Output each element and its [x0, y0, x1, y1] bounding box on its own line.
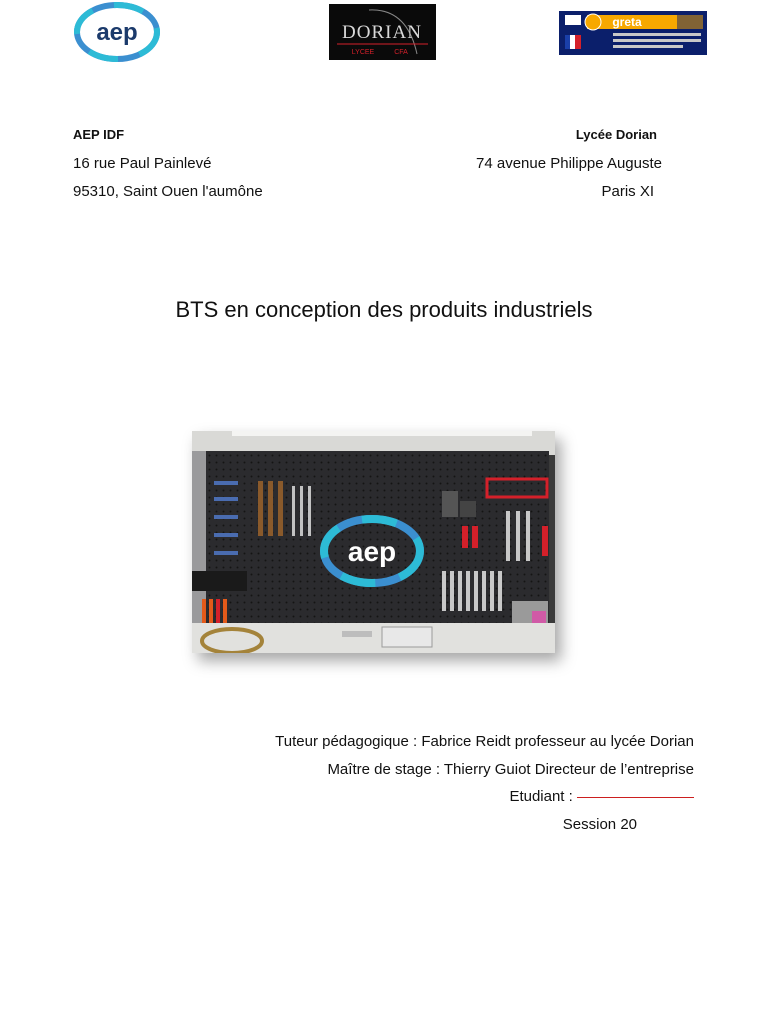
svg-text:LYCEE: LYCEE: [351, 49, 375, 56]
tool-wall-photo: [192, 431, 555, 653]
right-city: Paris XI: [601, 183, 654, 200]
right-org-name: Lycée Dorian: [575, 127, 657, 142]
master-line: Maître de stage : Thierry Guiot Directeur de l’entreprise: [327, 761, 694, 778]
document-title: BTS en conception des produits industriels: [175, 297, 593, 322]
left-city: 95310, Saint Ouen l'aumône: [73, 183, 263, 200]
photo-logo-text: aep: [347, 536, 397, 567]
left-street: 16 rue Paul Painlevé: [73, 155, 212, 172]
aep-logo: [72, 2, 162, 62]
right-street: 74 avenue Philippe Auguste: [476, 155, 662, 172]
greta-logo: [559, 11, 707, 55]
student-line: [509, 788, 694, 805]
greta-logo-text: greta: [612, 15, 642, 29]
left-org-name: AEP IDF: [73, 127, 125, 142]
aep-logo-text: aep: [96, 19, 138, 46]
session-line: Session 20: [562, 816, 637, 833]
tutor-line: Tuteur pédagogique : Fabrice Reidt professeur au lycée Dorian: [275, 733, 694, 750]
dorian-logo-text: DORIAN: [342, 22, 422, 43]
student-label: Etudiant :: [509, 788, 573, 805]
svg-text:CFA: CFA: [394, 49, 408, 56]
student-signature-line: [577, 797, 694, 798]
dorian-logo: [329, 4, 436, 60]
